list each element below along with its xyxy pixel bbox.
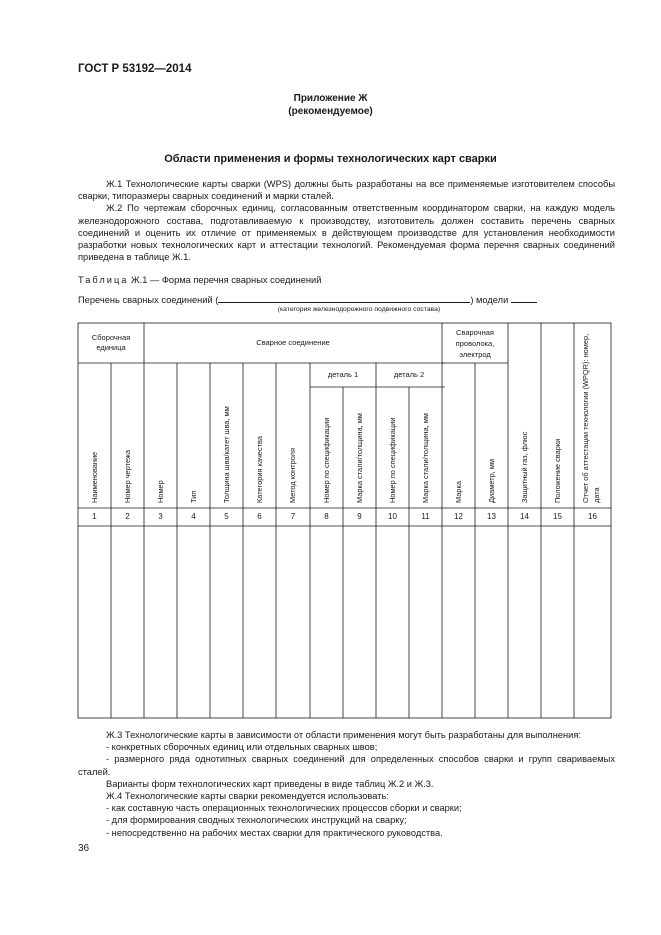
col-number: 7 <box>290 512 296 521</box>
list-item: - конкретных сборочных единиц или отдельных сварных швов; <box>106 742 378 753</box>
col-header-inspection-method: Метод контроля <box>288 448 297 503</box>
col-number: 13 <box>487 512 496 521</box>
group-part-1: деталь 1 <box>327 370 359 379</box>
col-number: 4 <box>191 512 196 521</box>
page-number: 36 <box>78 843 90 854</box>
col-number: 9 <box>357 512 362 521</box>
group-assembly-unit: Сборочная единица <box>91 333 131 352</box>
col-header-wire-grade: Марка <box>454 481 463 503</box>
list-item: - как составную часть операционных технологических процессов сборки и сварки; <box>106 803 462 814</box>
category-note: (категория железнодорожного подвижного состава) <box>277 306 441 313</box>
col-number: 8 <box>324 512 329 521</box>
list-item: - размерного ряда однотипных сварных соединений для определенных способов сварки и групп свариваемых сталей. <box>78 754 615 777</box>
col-number: 3 <box>158 512 163 521</box>
col-number: 10 <box>388 512 397 521</box>
col-header-part2-steel-grade: Марка стали/толщина, мм <box>421 413 430 503</box>
col-number: 16 <box>588 512 597 521</box>
col-number: 2 <box>125 512 130 521</box>
section-heading: Области применения и формы технологических карт сварки <box>164 153 497 165</box>
group-part-2: деталь 2 <box>393 370 425 379</box>
paragraph-zh2: Ж.2 По чертежам сборочных единиц, согласованным ответственным координатором сварки, на каждую модель железнодорожного состава, подготавливаемую к производству, изготовитель должен составить перечень сварных соединений и оценить их отличие от применяемых в действующем производстве для установления необходимости разработки новых технологических карт и аттестации технологий. Рекомендуемая форма перечня сварных соединений приведена в таблице Ж.1. <box>78 203 615 263</box>
col-header-part1-steel-grade: Марка стали/толщина, мм <box>355 413 364 503</box>
col-header-part1-spec-number: Номер по спецификации <box>322 417 331 503</box>
col-header-welding-position: Положение сварки <box>553 438 562 503</box>
col-number: 6 <box>257 512 262 521</box>
group-welded-joint: Сварное соединение <box>256 338 330 347</box>
col-header-part2-spec-number: Номер по спецификации <box>388 417 397 503</box>
col-header-wpqr: Отчет об аттестации технологии (WPQR): номер, дата <box>581 333 601 503</box>
list-line-prefix: Перечень сварных соединений ( <box>78 295 219 305</box>
after-table-text <box>78 729 615 839</box>
appendix-title: Приложение Ж <box>293 93 368 104</box>
col-number: 12 <box>454 512 463 521</box>
col-number: 5 <box>224 512 229 521</box>
paragraph-zh4: Ж.4 Технологические карты сварки рекомендуется использовать: <box>106 791 389 802</box>
col-number: 15 <box>553 512 562 521</box>
group-wire-electrode: Сварочная проволока, электрод <box>455 327 495 359</box>
col-number: 1 <box>92 512 97 521</box>
table-caption-text: Ж.1 — Форма перечня сварных соединений <box>131 275 322 285</box>
appendix-status: (рекомендуемое) <box>288 106 373 117</box>
paragraph-zh3: Ж.3 Технологические карты в зависимости от области применения могут быть разработаны для выполнения: <box>106 730 581 740</box>
col-header-drawing-number: Номер чертежа <box>123 449 132 503</box>
col-number: 14 <box>520 512 529 521</box>
col-header-quality-category: Категория качества <box>255 436 264 503</box>
list-line-suffix: ) модели <box>470 295 509 305</box>
paragraph-variants: Варианты форм технологических карт приведены в виде таблиц Ж.2 и Ж.3. <box>106 778 434 789</box>
col-header-shielding-gas: Защитный газ, флюс <box>520 431 529 503</box>
standard-number: ГОСТ Р 53192—2014 <box>78 63 192 75</box>
table-caption-label: Таблица <box>78 275 129 285</box>
col-header-joint-type: Тип <box>189 490 198 503</box>
col-header-weld-thickness: Толщина шва/катет шва, мм <box>222 406 231 503</box>
col-header-wire-diameter: Диаметр, мм <box>487 459 496 503</box>
col-number: 11 <box>421 512 430 521</box>
list-item: - непосредственно на рабочих местах сварки для практического руководства. <box>106 827 443 838</box>
col-header-name: Наименование <box>90 451 99 503</box>
col-header-joint-number: Номер <box>156 480 165 503</box>
list-item: - для формирования сводных технологических инструкций на сварку; <box>106 815 407 826</box>
paragraph-zh1: Ж.1 Технологические карты сварки (WPS) должны быть разработаны на все применяемые изготовителем способы сварки, типоразмеры сварных соединений и марки сталей. <box>78 179 615 202</box>
